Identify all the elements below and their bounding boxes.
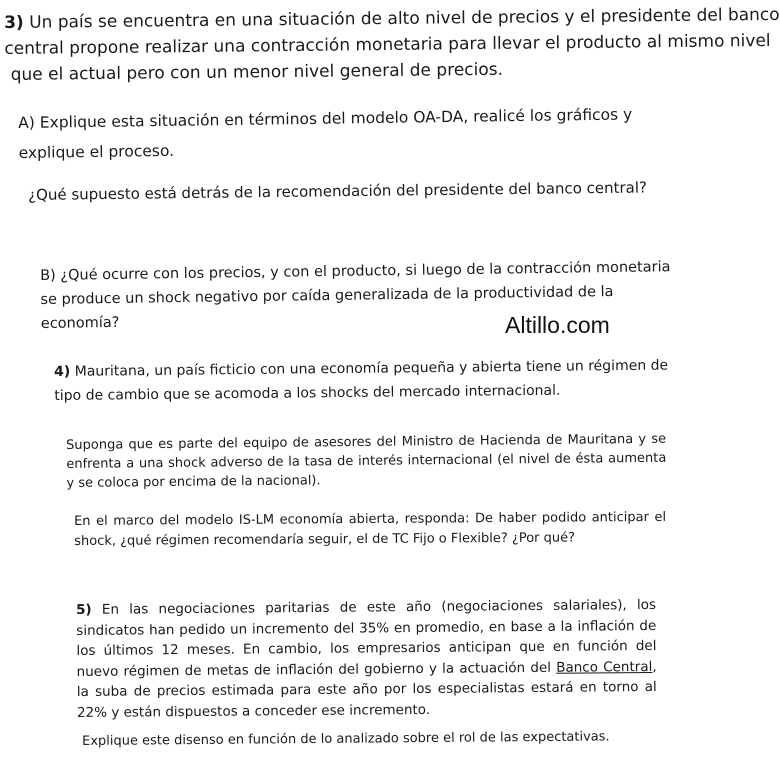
question-3-part-b: B) ¿Qué ocurre con los precios, y con el producto, si luego de la contracción monetaria se produce un shock negativo por caída generalizada de la productividad de la economía? [40,259,671,332]
question-5 [76,595,657,723]
question-5-underlined-term: Banco Central [556,658,653,676]
question-4-number: 4) [54,363,71,380]
question-3-text-line-1: Un país se encuentra en una situación de alto nivel de precios y el presidente del banco [29,4,780,33]
question-3-assumption-question: ¿Qué supuesto está detrás de la recomendación del presidente del banco central? [28,178,648,204]
question-4-intro [54,354,674,408]
question-4-paragraph-1: Suponga que es parte del equipo de asesores del Ministro de Hacienda de Mauritana y se enfrenta a una shock adverso de la tasa de interés internacional (el nivel de ésta aumenta y se coloca por encima de la nacional). [66,431,667,491]
question-5-text-after: , la suba de precios estimada para este año por los especialistas estará en torno al 22% y están dispuestos a conceder ese incremento. [76,658,657,721]
question-3-part-a: A) Explique esta situación en términos del modelo OA-DA, realicé los gráficos y explique el proceso. [18,105,633,162]
question-3-text-line-2: central propone realizar una contracción monetaria para llevar el producto al mismo nivel [4,30,771,59]
question-3 [4,3,780,88]
question-4-paragraph-2: En el marco del modelo IS-LM economía abierta, responda: De haber podido anticipar el shock, ¿qué régimen recomendaría seguir, el de TC Fijo o Flexible? ¿Por qué? [74,509,667,549]
question-3-number: 3) [4,12,24,33]
question-5-closing: Explique este disenso en función de lo analizado sobre el rol de las expectativas. [82,729,610,749]
question-3-text-line-3: que el actual pero con un menor nivel general de precios. [10,59,504,85]
question-5-number: 5) [76,601,92,618]
question-4-intro-text: Mauritana, un país ficticio con una economía pequeña y abierta tiene un régimen de tipo de cambio que se acomoda a los shocks del mercado internacional. [54,357,669,404]
question-5-text-before: En las negociaciones paritarias de este año (negociaciones salariales), los sindicatos han pedido un incremento del 35% en promedio, en base a la inflación de los últimos 12 meses. En cambio, los empresarios anticipan que en función del nuevo régimen de metas de inflación del gobierno y la actuación del [76,596,657,680]
brand-watermark: Altillo.com [505,312,610,338]
